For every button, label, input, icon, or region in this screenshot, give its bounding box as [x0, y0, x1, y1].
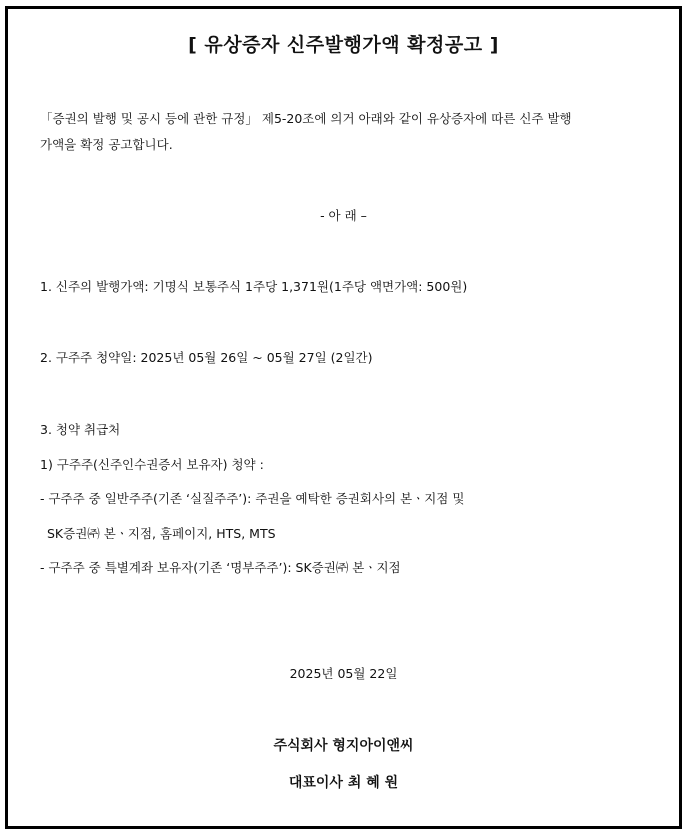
intro-line-2: 가액을 확정 공고합니다.	[40, 137, 173, 152]
ceo-name: 대표이사 최 혜 원	[288, 775, 399, 791]
notice-border	[5, 6, 682, 829]
notice-title: [ 유상증자 신주발행가액 확정공고 ]	[188, 34, 499, 56]
item-3-heading: 3. 청약 취급처	[40, 422, 121, 437]
item-3-sub-2-line-2: SK증권㈜ 본ㆍ지점, 홈페이지, HTS, MTS	[47, 526, 276, 541]
company-name: 주식회사 형지아이앤씨	[273, 738, 414, 754]
item-3-sub-3: - 구주주 중 특별계좌 보유자(기존 ‘명부주주’): SK증권㈜ 본ㆍ지점	[40, 560, 401, 575]
notice-heading: - 아 래 –	[320, 208, 367, 223]
item-3-sub-1: 1) 구주주(신주인수권증서 보유자) 청약 :	[40, 457, 264, 472]
intro-line-1: 「증권의 발행 및 공시 등에 관한 규정」 제5-20조에 의거 아래와 같이 유상증자에 따른 신주 발행	[40, 111, 572, 126]
item-3-sub-2-line-1: - 구주주 중 일반주주(기존 ‘실질주주’): 주권을 예탁한 증권회사의 본ㆍ지점 및	[40, 491, 465, 506]
item-2-subscription-date: 2. 구주주 청약일: 2025년 05월 26일 ~ 05월 27일 (2일간)	[40, 350, 373, 365]
notice-date: 2025년 05월 22일	[289, 666, 398, 681]
item-1-issue-price: 1. 신주의 발행가액: 기명식 보통주식 1주당 1,371원(1주당 액면가액: 500원)	[40, 279, 468, 294]
